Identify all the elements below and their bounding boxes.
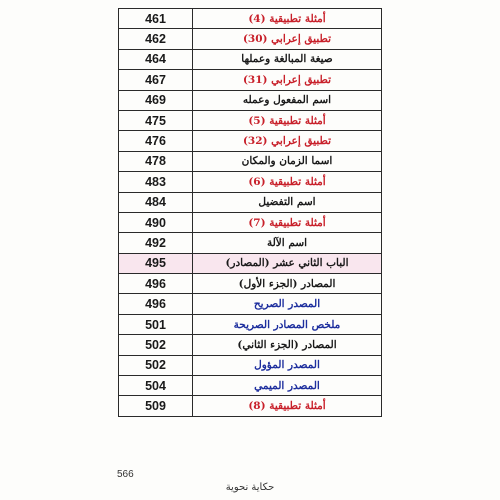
toc-row xyxy=(119,151,382,171)
toc-entry-title: المصادر (الجزء الأول) xyxy=(193,274,382,294)
toc-entry-title: أمثلة تطبيقية (6) xyxy=(193,172,382,192)
toc-row xyxy=(119,294,382,314)
toc-page-number: 483 xyxy=(119,172,193,192)
toc-entry-title: اسم الآلة xyxy=(193,233,382,253)
toc-page-number: 502 xyxy=(119,355,193,375)
toc-page-number: 484 xyxy=(119,192,193,212)
running-footer-title: حكاية نحوية xyxy=(225,482,275,493)
toc-page-number: 501 xyxy=(119,314,193,334)
toc-page-number: 478 xyxy=(119,151,193,171)
toc-row xyxy=(119,335,382,355)
page-number: 566 xyxy=(117,469,134,480)
toc-page-number: 467 xyxy=(119,70,193,90)
toc-row xyxy=(119,233,382,253)
toc-row xyxy=(119,212,382,232)
toc-page-number: 469 xyxy=(119,90,193,110)
toc-entry-title: المصدر الميمي xyxy=(193,376,382,396)
toc-entry-title: المصادر (الجزء الثاني) xyxy=(193,335,382,355)
toc-page-number: 475 xyxy=(119,110,193,130)
toc-page-number: 504 xyxy=(119,376,193,396)
toc-row xyxy=(119,253,382,273)
toc-entry-title: أمثلة تطبيقية (8) xyxy=(193,396,382,416)
toc-row xyxy=(119,90,382,110)
toc-entry-title: ملخص المصادر الصريحة xyxy=(193,314,382,334)
toc-page-number: 462 xyxy=(119,29,193,49)
toc-page-number: 496 xyxy=(119,294,193,314)
toc-row xyxy=(119,131,382,151)
toc-row xyxy=(119,70,382,90)
toc-page-number: 502 xyxy=(119,335,193,355)
toc-entry-title: أمثلة تطبيقية (5) xyxy=(193,110,382,130)
toc-page-number: 476 xyxy=(119,131,193,151)
toc-entry-title: اسم التفضيل xyxy=(193,192,382,212)
toc-entry-title: المصدر المؤول xyxy=(193,355,382,375)
toc-entry-title: الباب الثاني عشر (المصادر) xyxy=(193,253,382,273)
toc-page-number: 490 xyxy=(119,212,193,232)
toc-entry-title: المصدر الصريح xyxy=(193,294,382,314)
toc-row xyxy=(119,274,382,294)
toc-row xyxy=(119,192,382,212)
toc-body xyxy=(119,9,382,417)
toc-row xyxy=(119,49,382,69)
toc-page-number: 496 xyxy=(119,274,193,294)
toc-row xyxy=(119,355,382,375)
toc-row xyxy=(119,110,382,130)
toc-page-number: 509 xyxy=(119,396,193,416)
toc-entry-title: تطبيق إعرابي (31) xyxy=(193,70,382,90)
toc-row xyxy=(119,172,382,192)
toc-row xyxy=(119,314,382,334)
toc-entry-title: تطبيق إعرابي (32) xyxy=(193,131,382,151)
toc-row xyxy=(119,29,382,49)
toc-page-number: 495 xyxy=(119,253,193,273)
toc-page-number: 492 xyxy=(119,233,193,253)
toc-entry-title: اسما الزمان والمكان xyxy=(193,151,382,171)
toc-entry-title: أمثلة تطبيقية (4) xyxy=(193,9,382,29)
toc-row xyxy=(119,376,382,396)
toc-entry-title: أمثلة تطبيقية (7) xyxy=(193,212,382,232)
toc-page-number: 464 xyxy=(119,49,193,69)
toc-entry-title: اسم المفعول وعمله xyxy=(193,90,382,110)
toc-table xyxy=(118,8,382,417)
toc-page-number: 461 xyxy=(119,9,193,29)
toc-entry-title: تطبيق إعرابي (30) xyxy=(193,29,382,49)
toc-row xyxy=(119,9,382,29)
toc-row xyxy=(119,396,382,416)
toc-entry-title: صيغة المبالغة وعملها xyxy=(193,49,382,69)
